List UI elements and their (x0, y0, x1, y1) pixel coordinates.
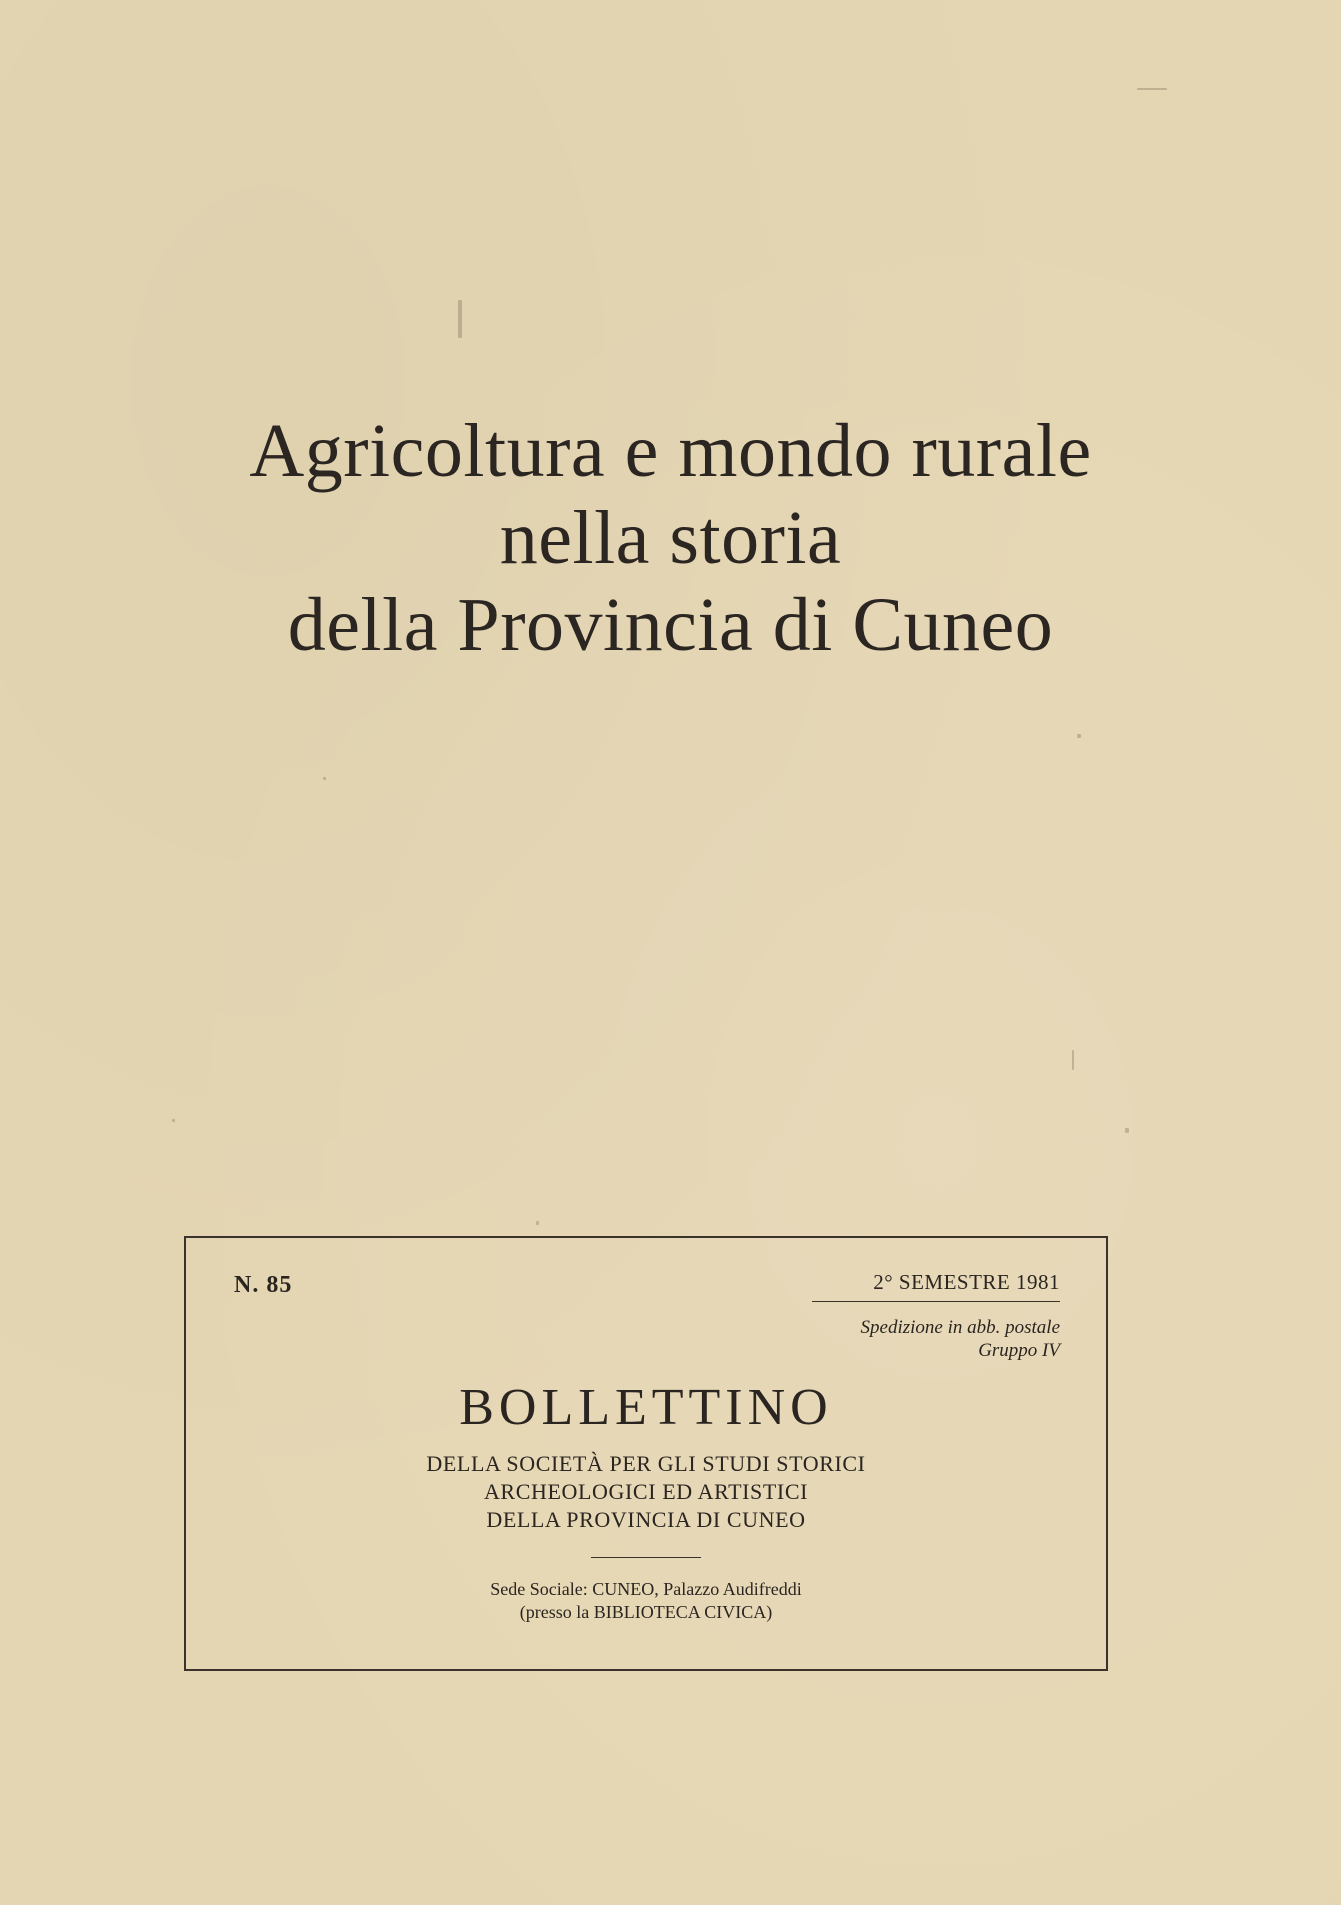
society-seat (186, 1578, 1106, 1624)
paper-fleck (172, 1119, 175, 1122)
bulletin-info-box (184, 1236, 1108, 1671)
society-line: ARCHEOLOGICI ED ARTISTICI (483, 1479, 809, 1504)
postal-notice (861, 1316, 1060, 1362)
paper-fleck (458, 300, 462, 338)
title-line: Agricoltura e mondo rurale (249, 409, 1092, 493)
society-line: DELLA PROVINCIA DI CUNEO (486, 1507, 806, 1532)
divider-rule (591, 1557, 701, 1558)
postal-line: Spedizione in abb. postale (860, 1317, 1060, 1338)
seat-line: (presso la BIBLIOTECA CIVICA) (519, 1602, 773, 1622)
publication-title (0, 408, 1341, 669)
postal-line: Gruppo IV (978, 1340, 1060, 1361)
journal-name: BOLLETTINO (459, 1379, 833, 1436)
paper-fleck (323, 777, 326, 780)
society-line: DELLA SOCIETÀ PER GLI STUDI STORICI (426, 1451, 866, 1476)
paper-fleck (536, 1221, 539, 1225)
issue-number: N. 85 (234, 1272, 293, 1298)
title-line: della Provincia di Cuneo (287, 583, 1054, 667)
paper-fleck (1137, 88, 1167, 90)
title-line: nella storia (499, 496, 842, 580)
paper-fleck (1125, 1128, 1129, 1133)
seat-line: Sede Sociale: CUNEO, Palazzo Audifreddi (490, 1579, 802, 1599)
society-name (186, 1450, 1106, 1534)
semester-date: 2° SEMESTRE 1981 (812, 1270, 1060, 1302)
paper-fleck (1072, 1050, 1074, 1070)
paper-fleck (1077, 734, 1081, 738)
